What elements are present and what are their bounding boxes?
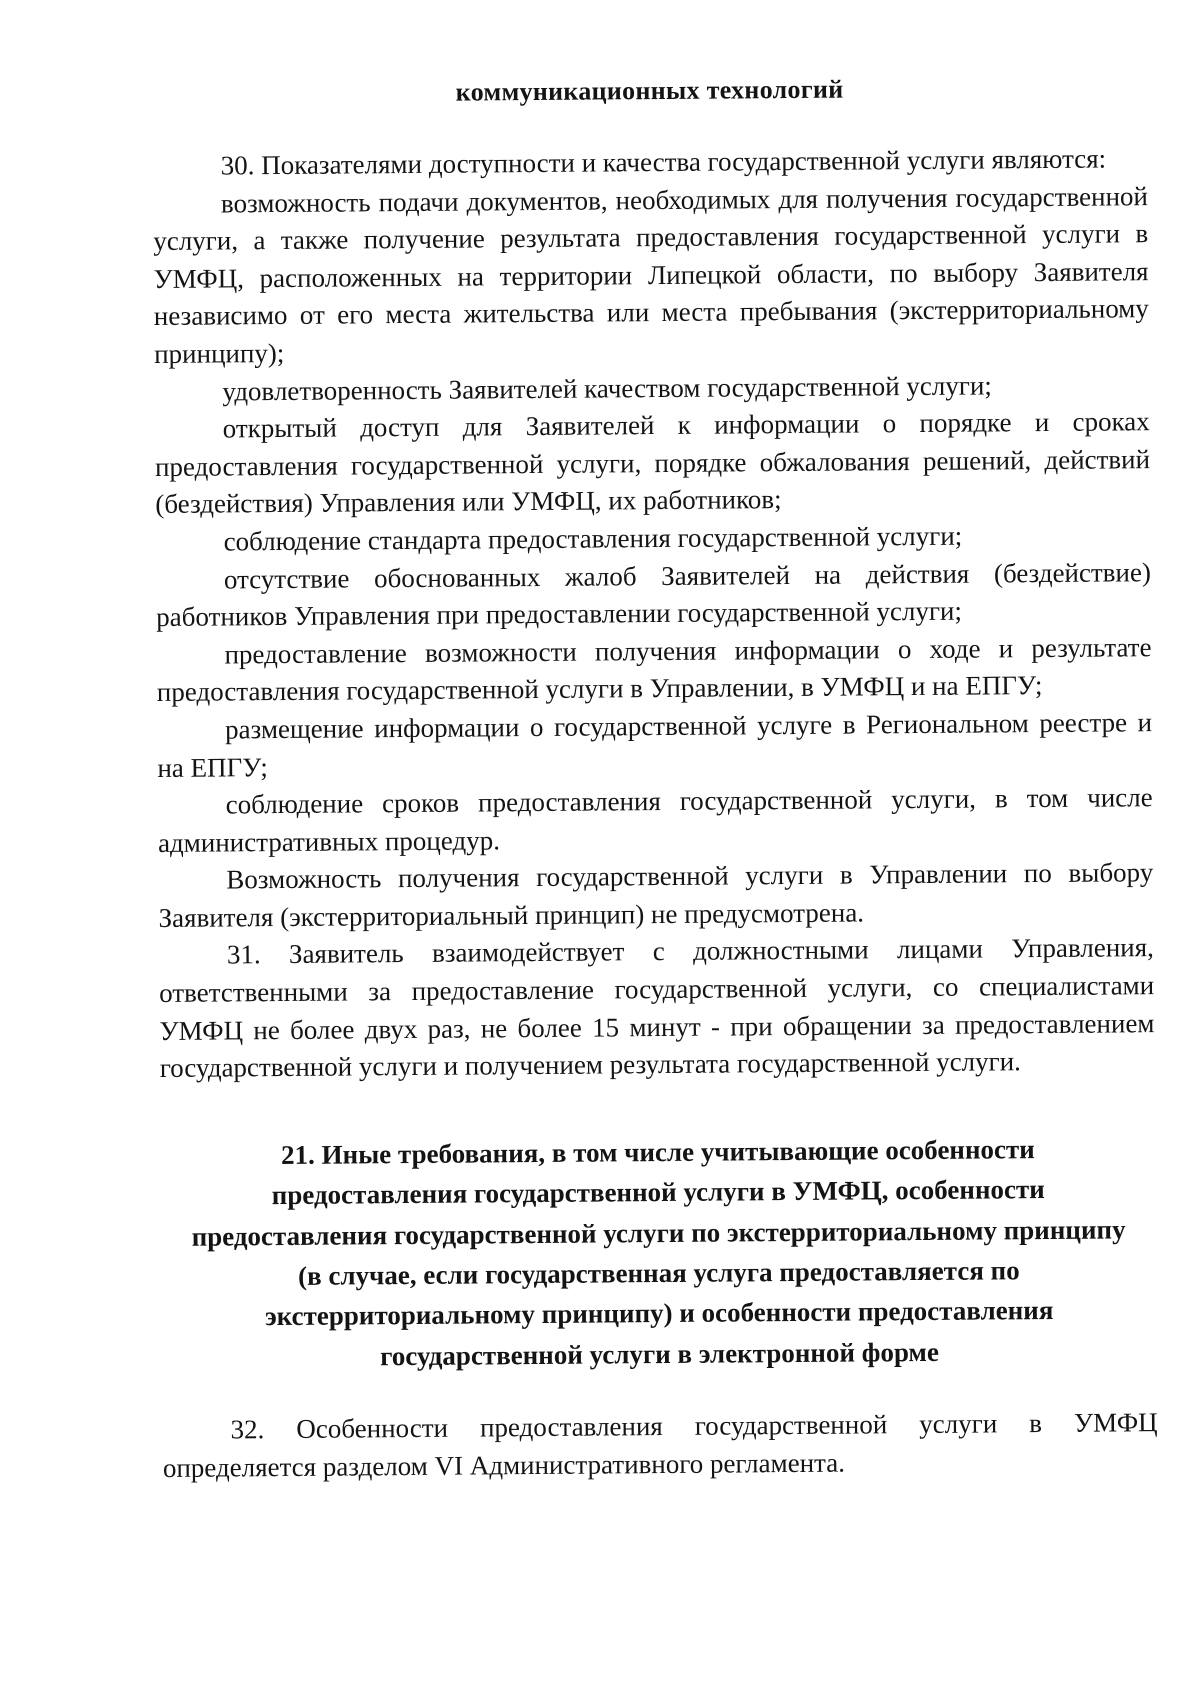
paragraph-submission-possibility: возможность подачи документов, необходимых для получения государственной услуги, а также получение результата предоставления государственной услуги в УМФЦ, расположенных на территории Липецкой области, по выбору Заявителя независимо от его места жительства или места пребывания (экстерриториальному принципу); bbox=[153, 180, 1149, 369]
section-title-line: 21. Иные требования, в том числе учитывающие особенности bbox=[280, 1133, 1035, 1170]
section-title-line: экстерриториальному принципу) и особенности предоставления bbox=[264, 1295, 1054, 1332]
paragraph-30-intro: 30. Показателями доступности и качества государственной услуги являются: bbox=[220, 143, 1107, 181]
paragraph-registry-info: размещение информации о государственной услуге в Региональном реестре и на ЕПГУ; bbox=[157, 707, 1153, 783]
paragraph-satisfaction: удовлетворенность Заявителей качеством государственной услуги; bbox=[222, 369, 992, 407]
paragraph-standard-compliance: соблюдение стандарта предоставления государственной услуги; bbox=[223, 520, 963, 557]
paragraph-deadlines: соблюдение сроков предоставления государственной услуги, в том числе административных процедур. bbox=[157, 782, 1153, 858]
paragraph-exterritorial-note: Возможность получения государственной услуги в Управлении по выбору Заявителя (экстерриториальный принцип) не предусмотрена. bbox=[158, 857, 1154, 933]
section-title-line: предоставления государственной услуги по экстерриториальному принципу bbox=[191, 1214, 1126, 1252]
paragraph-32-umfc: 32. Особенности предоставления государственной услуги в УМФЦ определяется разделом VI Административного регламента. bbox=[162, 1407, 1158, 1483]
paragraph-31-interaction: 31. Заявитель взаимодействует с должностными лицами Управления, ответственными за предоставление государственной услуги, со специалистами УМФЦ не более двух раз, не более 15 минут - при обращении за предоставлением государственной услуги и получением результата государственной услуги. bbox=[159, 932, 1155, 1084]
section-21-title bbox=[160, 1128, 1157, 1378]
paragraph-progress-info: предоставление возможности получения информации о ходе и результате предоставления государственной услуги в Управлении, в УМФЦ и на ЕПГУ; bbox=[156, 631, 1152, 708]
section-title-line: предоставления государственной услуги в УМФЦ, особенности bbox=[271, 1174, 1045, 1211]
section-title-line: (в случае, если государственная услуга предоставляется по bbox=[297, 1255, 1020, 1291]
paragraph-open-access: открытый доступ для Заявителей к информации о порядке и сроках предоставления государственной услуги, порядке обжалования решений, действий (бездействия) Управления или УМФЦ, их работников; bbox=[154, 406, 1151, 520]
section-title-line: государственной услуги в электронной форме bbox=[380, 1336, 939, 1372]
document-content bbox=[152, 72, 1158, 1487]
section-heading-continuation: коммуникационных технологий bbox=[455, 74, 844, 107]
paragraph-no-complaints: отсутствие обоснованных жалоб Заявителей на действия (бездействие) работников Управления при предоставлении государственной услуги; bbox=[156, 556, 1152, 633]
